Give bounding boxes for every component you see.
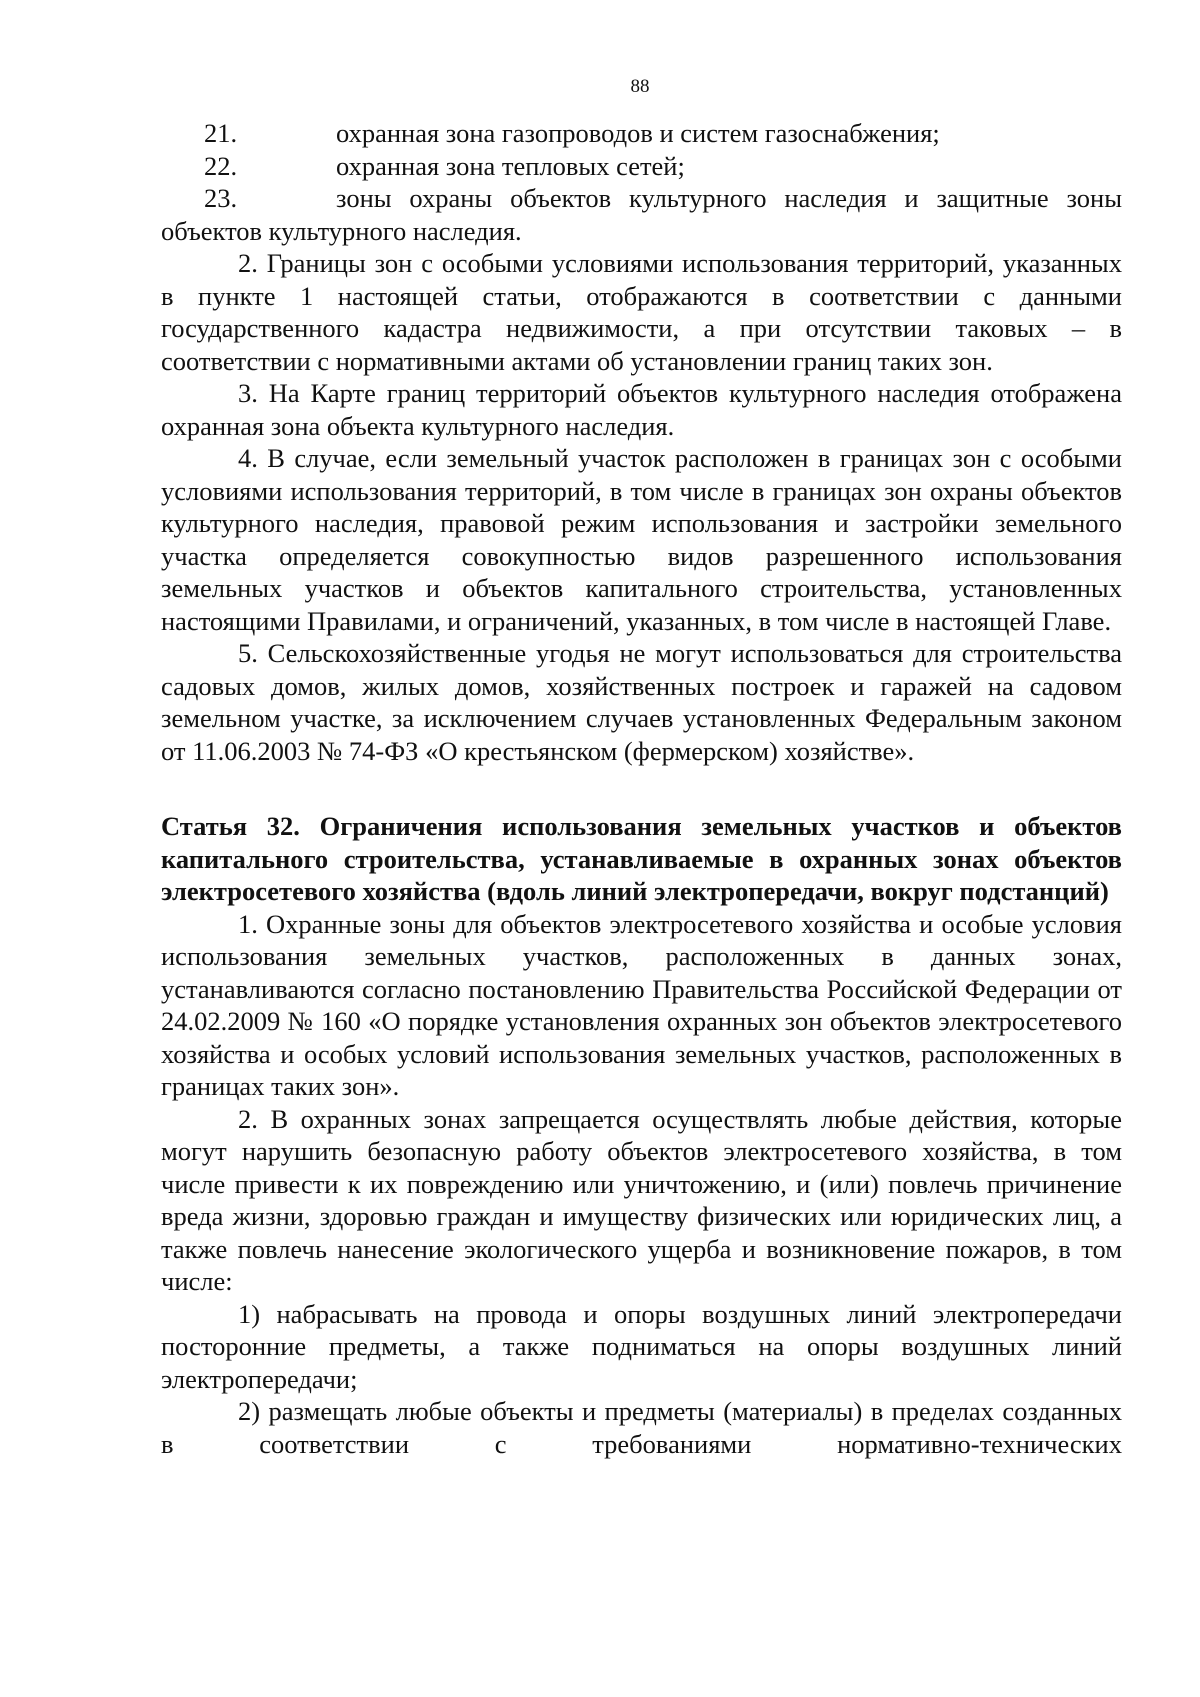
page-number: 88: [630, 76, 650, 97]
article-subitem-1: 1) набрасывать на провода и опоры воздушных линий электропередачи посторонние предметы, а также подниматься на опоры воздушных линий электропередачи;: [161, 1298, 1122, 1394]
paragraph-4: 4. В случае, если земельный участок расположен в границах зон с особыми условиями использования территорий, в том числе в границах зон охраны объектов культурного наследия, правовой режим использования и застройки земельного участка определяется совокупностью видов разрешенного использования земельных участков и объектов капитального строительства, установленных настоящими Правилами, и ограничений, указанных, в том числе в настоящей Главе.: [161, 443, 1122, 636]
list-item-text: зоны охраны объектов культурного наследия и защитные зоны: [336, 183, 1122, 213]
paragraph-5: 5. Сельскохозяйственные угодья не могут использоваться для строительства садовых домов, жилых домов, хозяйственных построек и гаражей на садовом земельном участке, за исключением случаев установленных Федеральным законом от 11.06.2003 № 74-ФЗ «О крестьянском (фермерском) хозяйстве».: [161, 638, 1122, 766]
paragraph-3: 3. На Карте границ территорий объектов культурного наследия отображена охранная зона объекта культурного наследия.: [161, 378, 1122, 441]
list-item-23: [161, 182, 1122, 215]
list-item-21: [161, 117, 1122, 150]
list-item-number: 22.: [204, 150, 238, 181]
section-spacer: [161, 767, 1122, 810]
list-item-23-continuation: объектов культурного наследия.: [161, 215, 522, 246]
article-subitem-2: 2) размещать любые объекты и предметы (материалы) в пределах созданных в соответствии с требованиями нормативно-технических: [161, 1396, 1122, 1459]
list-item-number: 23.: [204, 183, 238, 213]
list-item-22: [161, 150, 1122, 183]
article-heading: Статья 32. Ограничения использования земельных участков и объектов капитального строительства, устанавливаемые в охранных зонах объектов электросетевого хозяйства (вдоль линий электропередачи, вокруг подстанций): [161, 811, 1122, 906]
article-paragraph-2: 2. В охранных зонах запрещается осуществлять любые действия, которые могут нарушить безопасную работу объектов электросетевого хозяйства, в том числе привести к их повреждению или уничтожению, и (или) повлечь причинение вреда жизни, здоровью граждан и имуществу физических или юридических лиц, а также повлечь нанесение экологического ущерба и возникновение пожаров, в том числе:: [161, 1103, 1122, 1296]
list-item-number: 21.: [204, 118, 238, 148]
article-paragraph-1: 1. Охранные зоны для объектов электросетевого хозяйства и особые условия использования земельных участков, расположенных в данных зонах, устанавливаются согласно постановлению Правительства Российской Федерации от 24.02.2009 № 160 «О порядке установления охранных зон объектов электросетевого хозяйства и особых условий использования земельных участков, расположенных в границах таких зон».: [161, 908, 1122, 1101]
document-body: [161, 117, 1122, 1460]
paragraph-2: 2. Границы зон с особыми условиями использования территорий, указанных в пункте 1 настоящей статьи, отображаются в соответствии с данными государственного кадастра недвижимости, а при отсутствии таковых – в соответствии с нормативными актами об установлении границ таких зон.: [161, 248, 1122, 376]
list-item-text: охранная зона тепловых сетей;: [336, 150, 685, 181]
list-item-text: охранная зона газопроводов и систем газоснабжения;: [336, 118, 940, 148]
